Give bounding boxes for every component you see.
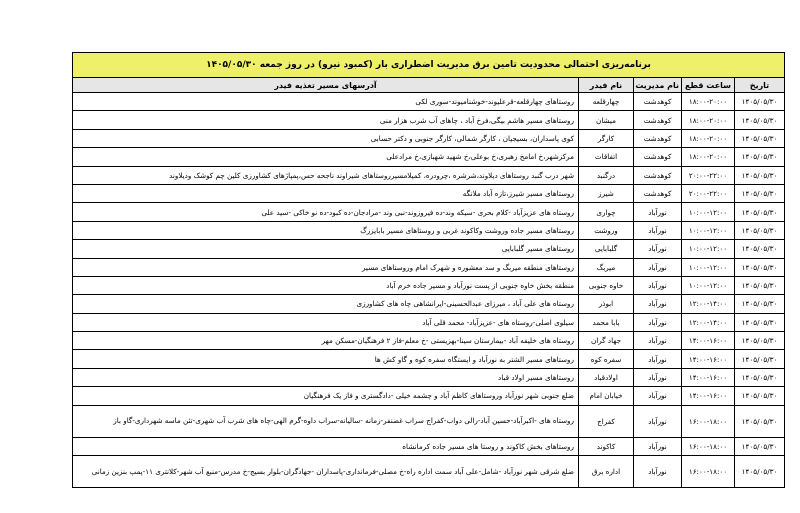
address-cell: روستاهای مسیر اولاد قباد <box>73 368 579 386</box>
time-cell: ۱۶:۰۰-۱۸:۰۰ <box>682 437 735 455</box>
date-cell: ۱۴۰۵/۰۵/۳۰ <box>735 350 785 368</box>
date-cell: ۱۴۰۵/۰۵/۳۰ <box>735 332 785 350</box>
time-cell: ۱۸:۰۰-۲۰:۰۰ <box>682 93 735 111</box>
table-row <box>73 332 785 350</box>
feeder-cell: اداره برق <box>579 456 634 488</box>
feeder-cell: خاوه جنوبی <box>579 276 634 294</box>
table-body <box>73 93 785 488</box>
schedule-sheet <box>72 52 784 488</box>
date-cell: ۱۴۰۵/۰۵/۳۰ <box>735 387 785 405</box>
feeder-cell: گلبابایی <box>579 240 634 258</box>
address-cell: سیلوی اصلی-روستاه های -عزیزآباد- محمد قلی آباد <box>73 313 579 331</box>
address-cell: شهر درب گنبد روستاهای دیلاوند،شرشره ،چرودره، کمیلامسیرروستاهای شیراوند ناجحه حس،پمپاژهای کشاورزی کلین چم کوشک ودیلاوند <box>73 166 579 184</box>
time-cell: ۱۶:۰۰-۱۸:۰۰ <box>682 456 735 488</box>
address-cell: منطقه بخش خاوه جنوبی از پست نورآباد و مسیر جاده خرم آباد <box>73 276 579 294</box>
date-cell: ۱۴۰۵/۰۵/۳۰ <box>735 184 785 202</box>
date-cell: ۱۴۰۵/۰۵/۳۰ <box>735 166 785 184</box>
date-cell: ۱۴۰۵/۰۵/۳۰ <box>735 295 785 313</box>
district-cell: نورآباد <box>634 405 682 437</box>
table-row <box>73 276 785 294</box>
address-cell: روستاهای بخش کاکوند و روستا های مسیر جاده کرمانشاه <box>73 437 579 455</box>
table-row <box>73 148 785 166</box>
date-cell: ۱۴۰۵/۰۵/۳۰ <box>735 258 785 276</box>
address-cell: روستاهای مسیر جاده وروشت وکاکوند غربی و روستاهای مسیر بابایزرگ <box>73 221 579 239</box>
time-cell: ۱۴:۰۰-۱۶:۰۰ <box>682 387 735 405</box>
date-cell: ۱۴۰۵/۰۵/۳۰ <box>735 221 785 239</box>
time-cell: ۲۰:۰۰-۲۲:۰۰ <box>682 166 735 184</box>
date-cell: ۱۴۰۵/۰۵/۳۰ <box>735 148 785 166</box>
header-district: نام مدیریت <box>634 78 682 93</box>
feeder-cell: سفره کوه <box>579 350 634 368</box>
table-row <box>73 368 785 386</box>
time-cell: ۱۰:۰۰-۱۲:۰۰ <box>682 258 735 276</box>
table-row <box>73 93 785 111</box>
district-cell: کوهدشت <box>634 111 682 129</box>
address-cell: ضلع شرقی شهر نورآباد -شامل-علی آباد سمت اداره راه-خ مصلی-فرمانداری-پاسداران -جهادگران-بلوار بسیج-خ مدرس-منبع آب شهر-کلانتری ۱۱-پمپ بنزین زمانی <box>73 456 579 488</box>
address-cell: روستاه های -اکبرآباد-حسین آباد-رالی دواب-کفراج سراب غضنفر-زمانه -سالیانه-سراب داوه-گرم الهی-چاه های شرب آب شهری-تئن ماسه شهرداری-گاو باز <box>73 405 579 437</box>
header-time: ساعت قطع <box>682 78 735 93</box>
address-cell: ضلع جنوبی شهر نورآباد وروستاهای کاظم آباد و چشمه خیلی -دادگستری و فاز یک فرهنگیان <box>73 387 579 405</box>
district-cell: کوهدشت <box>634 184 682 202</box>
time-cell: ۱۴:۰۰-۱۶:۰۰ <box>682 332 735 350</box>
table-row <box>73 350 785 368</box>
table-row <box>73 166 785 184</box>
feeder-cell: ابوذر <box>579 295 634 313</box>
feeder-cell: کارگر <box>579 129 634 147</box>
time-cell: ۱۲:۰۰-۱۴:۰۰ <box>682 295 735 313</box>
time-cell: ۱۰:۰۰-۱۲:۰۰ <box>682 276 735 294</box>
table-row <box>73 405 785 437</box>
date-cell: ۱۴۰۵/۰۵/۳۰ <box>735 240 785 258</box>
district-cell: نورآباد <box>634 332 682 350</box>
feeder-cell: جهاد گران <box>579 332 634 350</box>
address-cell: روستاهای چهارقلعه-قرعلیوند-خوشنامیوند-سوری لکی <box>73 93 579 111</box>
date-cell: ۱۴۰۵/۰۵/۳۰ <box>735 368 785 386</box>
feeder-cell: چواری <box>579 203 634 221</box>
table-row <box>73 111 785 129</box>
time-cell: ۱۰:۰۰-۱۲:۰۰ <box>682 203 735 221</box>
district-cell: نورآباد <box>634 221 682 239</box>
table-row <box>73 258 785 276</box>
header-feeder: نام فیدر <box>579 78 634 93</box>
date-cell: ۱۴۰۵/۰۵/۳۰ <box>735 313 785 331</box>
address-cell: روستاهای منطقه میربگ و سد معشوره و شهرک امام وروستاهای مسیر <box>73 258 579 276</box>
table-row <box>73 313 785 331</box>
time-cell: ۱۸:۰۰-۲۰:۰۰ <box>682 111 735 129</box>
address-cell: روستاهای مسیر الشتر به نورآباد و ایستگاه سفره کوه و گاو کش ها <box>73 350 579 368</box>
table-row <box>73 387 785 405</box>
feeder-cell: کفراج <box>579 405 634 437</box>
district-cell: کوهدشت <box>634 129 682 147</box>
address-cell: روستاه های خلیفه آباد -بیمارستان سینا-بهزیستی -خ معلم-فاز ۲ فرهنگیان-مسکن مهر <box>73 332 579 350</box>
feeder-cell: اولادقباد <box>579 368 634 386</box>
feeder-cell: خیابان امام <box>579 387 634 405</box>
district-cell: نورآباد <box>634 387 682 405</box>
time-cell: ۱۴:۰۰-۱۶:۰۰ <box>682 350 735 368</box>
table-row <box>73 437 785 455</box>
table-row <box>73 129 785 147</box>
time-cell: ۱۲:۰۰-۱۴:۰۰ <box>682 313 735 331</box>
date-cell: ۱۴۰۵/۰۵/۳۰ <box>735 111 785 129</box>
date-cell: ۱۴۰۵/۰۵/۳۰ <box>735 456 785 488</box>
time-cell: ۱۴:۰۰-۱۶:۰۰ <box>682 368 735 386</box>
time-cell: ۱۰:۰۰-۱۲:۰۰ <box>682 221 735 239</box>
address-cell: روستاه های عزیزآباد -کلام بحری -سیکه وند-ده فیروزوند-نبی وند -مرادجان-ده کبود-ده نو خاکی -سید علی <box>73 203 579 221</box>
header-address: آدرسهای مسیر تغذیه فیدر <box>73 78 579 93</box>
district-cell: کوهدشت <box>634 93 682 111</box>
address-cell: روستاهای مسیر گلبابایی <box>73 240 579 258</box>
address-cell: روستاهای مسیر شیرز،تازه آباد ملانگه <box>73 184 579 202</box>
date-cell: ۱۴۰۵/۰۵/۳۰ <box>735 203 785 221</box>
district-cell: نورآباد <box>634 258 682 276</box>
feeder-cell: کاکوند <box>579 437 634 455</box>
address-cell: روستاهای مسیر هاشم بیگی،فرخ آباد ، چاهای آب شرب هزار منی <box>73 111 579 129</box>
district-cell: نورآباد <box>634 313 682 331</box>
district-cell: نورآباد <box>634 240 682 258</box>
table-row <box>73 221 785 239</box>
time-cell: ۱۸:۰۰-۲۰:۰۰ <box>682 129 735 147</box>
district-cell: نورآباد <box>634 203 682 221</box>
feeder-cell: میشان <box>579 111 634 129</box>
table-row <box>73 295 785 313</box>
time-cell: ۱۰:۰۰-۱۲:۰۰ <box>682 240 735 258</box>
time-cell: ۱۶:۰۰-۱۸:۰۰ <box>682 405 735 437</box>
district-cell: نورآباد <box>634 350 682 368</box>
district-cell: نورآباد <box>634 437 682 455</box>
table-row <box>73 203 785 221</box>
feeder-cell: چهارقلعه <box>579 93 634 111</box>
date-cell: ۱۴۰۵/۰۵/۳۰ <box>735 405 785 437</box>
date-cell: ۱۴۰۵/۰۵/۳۰ <box>735 129 785 147</box>
table-row <box>73 240 785 258</box>
outage-schedule-table <box>72 52 785 488</box>
table-title: برنامه‌ریزی احتمالی محدودیت تامین برق مدیریت اضطراری بار (کمبود نیرو) در روز جمعه ۱۴۰۵/۰۵/۳۰ <box>73 53 785 78</box>
feeder-cell: بابا محمد <box>579 313 634 331</box>
feeder-cell: میربگ <box>579 258 634 276</box>
feeder-cell: وروشت <box>579 221 634 239</box>
time-cell: ۲۰:۰۰-۲۲:۰۰ <box>682 184 735 202</box>
date-cell: ۱۴۰۵/۰۵/۳۰ <box>735 93 785 111</box>
district-cell: نورآباد <box>634 368 682 386</box>
table-row <box>73 456 785 488</box>
address-cell: روستاه های علی آباد ، میرزای عبدالحسینی-ایرانشاهی چاه های کشاورزی <box>73 295 579 313</box>
district-cell: نورآباد <box>634 276 682 294</box>
district-cell: کوهدشت <box>634 148 682 166</box>
feeder-cell: شیرز <box>579 184 634 202</box>
district-cell: کوهدشت <box>634 166 682 184</box>
header-date: تاریخ <box>735 78 785 93</box>
date-cell: ۱۴۰۵/۰۵/۳۰ <box>735 437 785 455</box>
date-cell: ۱۴۰۵/۰۵/۳۰ <box>735 276 785 294</box>
feeder-cell: درگنبد <box>579 166 634 184</box>
district-cell: نورآباد <box>634 295 682 313</box>
address-cell: کوی پاسداران، بسیجیان ، کارگر شمالی، کارگر جنوبی و دکتر حسابی <box>73 129 579 147</box>
feeder-cell: اتفاقات <box>579 148 634 166</box>
time-cell: ۱۸:۰۰-۲۰:۰۰ <box>682 148 735 166</box>
district-cell: نورآباد <box>634 456 682 488</box>
table-row <box>73 184 785 202</box>
address-cell: مرکزشهر،خ امامخ رهبری،خ بوعلی،خ شهید شهبازی،خ مرادعلی <box>73 148 579 166</box>
